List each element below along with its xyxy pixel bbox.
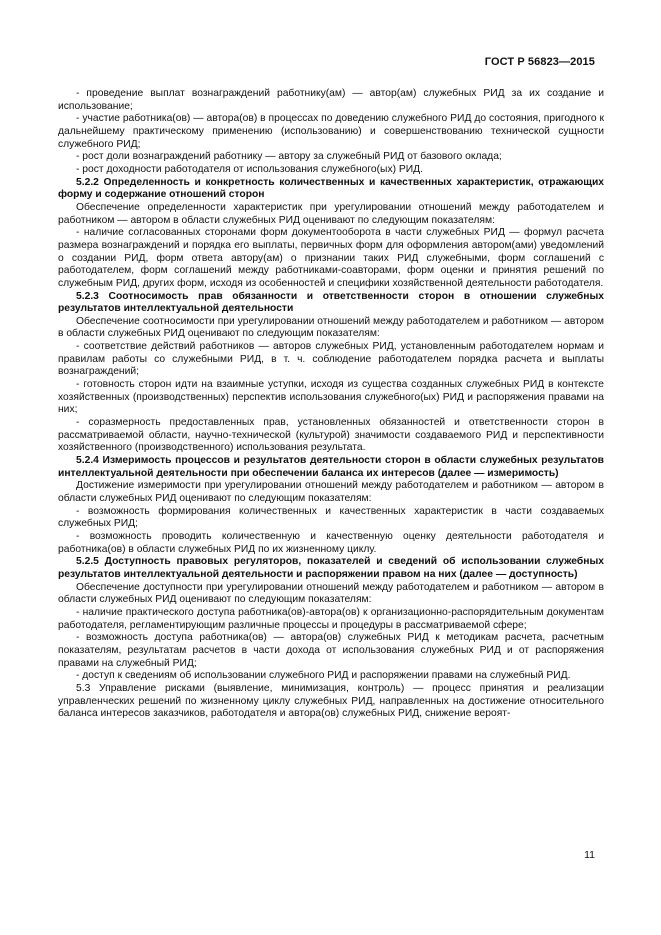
body-paragraph: - доступ к сведениям об использовании служебного РИД и распоряжении правами на служебный РИД. bbox=[76, 670, 571, 682]
body-paragraph: Достижение измеримости при урегулировании отношений между работодателем и работником — автором в области служебных РИД оценивают по следующим показателям: bbox=[58, 480, 604, 504]
body-paragraph: - возможность проводить количественную и качественную оценку деятельности работодателя и работника(ов) в области служебных РИД по их жизненному циклу. bbox=[58, 530, 604, 555]
body-paragraph: Обеспечение доступности при урегулировании отношений между работодателем и работником — автором в области служебных РИД оценивают по следующим показателям: bbox=[58, 581, 604, 606]
body-paragraph: - готовность сторон идти на взаимные уступки, исходя из существа созданных служебных РИД в контексте хозяйственных (производственных) перспектив использования служебного(ых) РИД и распоряжения правами на них; bbox=[58, 379, 604, 416]
section-heading: 5.2.5 Доступность правовых регуляторов, показателей и сведений об использовании служебных результатов интеллектуальной деятельности и распоряжении правом на них (далее — доступность) bbox=[58, 556, 604, 580]
body-paragraph: - проведение выплат вознаграждений работнику(ам) — автор(ам) служебных РИД за их создание и использование; bbox=[58, 88, 604, 112]
page-number: 11 bbox=[584, 849, 595, 861]
body-paragraph: - возможность формирования количественных и качественных характеристик в части создаваемых служебных РИД; bbox=[58, 505, 604, 530]
body-paragraph: - соразмерность предоставленных прав, установленных обязанностей и ответственности сторон в рассматриваемой области, научно-технической (культурой) значимости создаваемого РИД и перспективности хозяйственного (производственного) использования результата. bbox=[58, 417, 604, 454]
body-paragraph: - возможность доступа работника(ов) — автора(ов) служебных РИД к методикам расчета, расчетным показателям, результатам расчетов в части дохода от использования служебных РИД и от распоряжения правами на служебный РИД; bbox=[58, 632, 604, 669]
body-paragraph: - рост доли вознаграждений работнику — автору за служебный РИД от базового оклада; bbox=[76, 151, 502, 163]
section-heading: 5.2.3 Соотносимость прав обязанности и ответственности сторон в отношении служебных результатов интеллектуальной деятельности bbox=[58, 290, 604, 315]
body-paragraph: - наличие согласованных сторонами форм документооборота в части служебных РИД — формул расчета размера вознаграждений и порядка его выплаты, первичных форм для оформления автором(ами) уведомлений о создании РИД, форм ответа автору(ам) о признании таких РИД служебными, форм соглашений с работодателем, форм соглашений между работниками-соавторами, форм оценки и принятия решений по служебным РИД, других форм, исходя из особенностей и специфики хозяйственной деятельности работодателя. bbox=[58, 227, 604, 289]
standard-designation: ГОСТ Р 56823—2015 bbox=[484, 56, 595, 68]
body-paragraph: - соответствие действий работников — авторов служебных РИД, установленным работодателем нормам и правилам работы со служебными РИД, в т. ч. соблюдение работодателем порядка расчета и выплаты вознаграждений; bbox=[58, 341, 604, 378]
body-paragraph: - наличие практического доступа работника(ов)-автора(ов) к организационно-распорядительным документам работодателя, регламентирующим различные процессы и процедуры в рассматриваемой сфере; bbox=[58, 606, 604, 631]
section-heading: 5.2.4 Измеримость процессов и результатов деятельности сторон в области служебных результатов интеллектуальной деятельности при обеспечении баланса их интересов (далее — измеримость) bbox=[58, 455, 604, 479]
document-body bbox=[58, 88, 604, 721]
body-paragraph: - рост доходности работодателя от использования служебного(ых) РИД. bbox=[76, 163, 423, 175]
body-paragraph: 5.3 Управление рисками (выявление, минимизация, контроль) — процесс принятия и реализации управленческих решений по жизненному циклу служебных РИД, направленных на достижение относительного баланса интересов заказчиков, работодателя и автора(ов) служебных РИД, снижение вероят- bbox=[58, 682, 604, 720]
body-paragraph: - участие работника(ов) — автора(ов) в процессах по доведению служебного РИД до состояния, пригодного к дальнейшему практическому применению (использованию) и совершенствованию технической сущности служебного РИД; bbox=[58, 113, 604, 150]
body-paragraph: Обеспечение определенности характеристик при урегулировании отношений между работодателем и работником — автором в области служебных РИД оценивают по следующим показателям: bbox=[58, 201, 604, 226]
section-heading: 5.2.2 Определенность и конкретность количественных и качественных характеристик, отражающих форму и содержание отношений сторон bbox=[58, 176, 604, 201]
body-paragraph: Обеспечение соотносимости при урегулировании отношений между работодателем и работником — автором в области служебных РИД оценивают по следующим показателям: bbox=[58, 315, 604, 340]
